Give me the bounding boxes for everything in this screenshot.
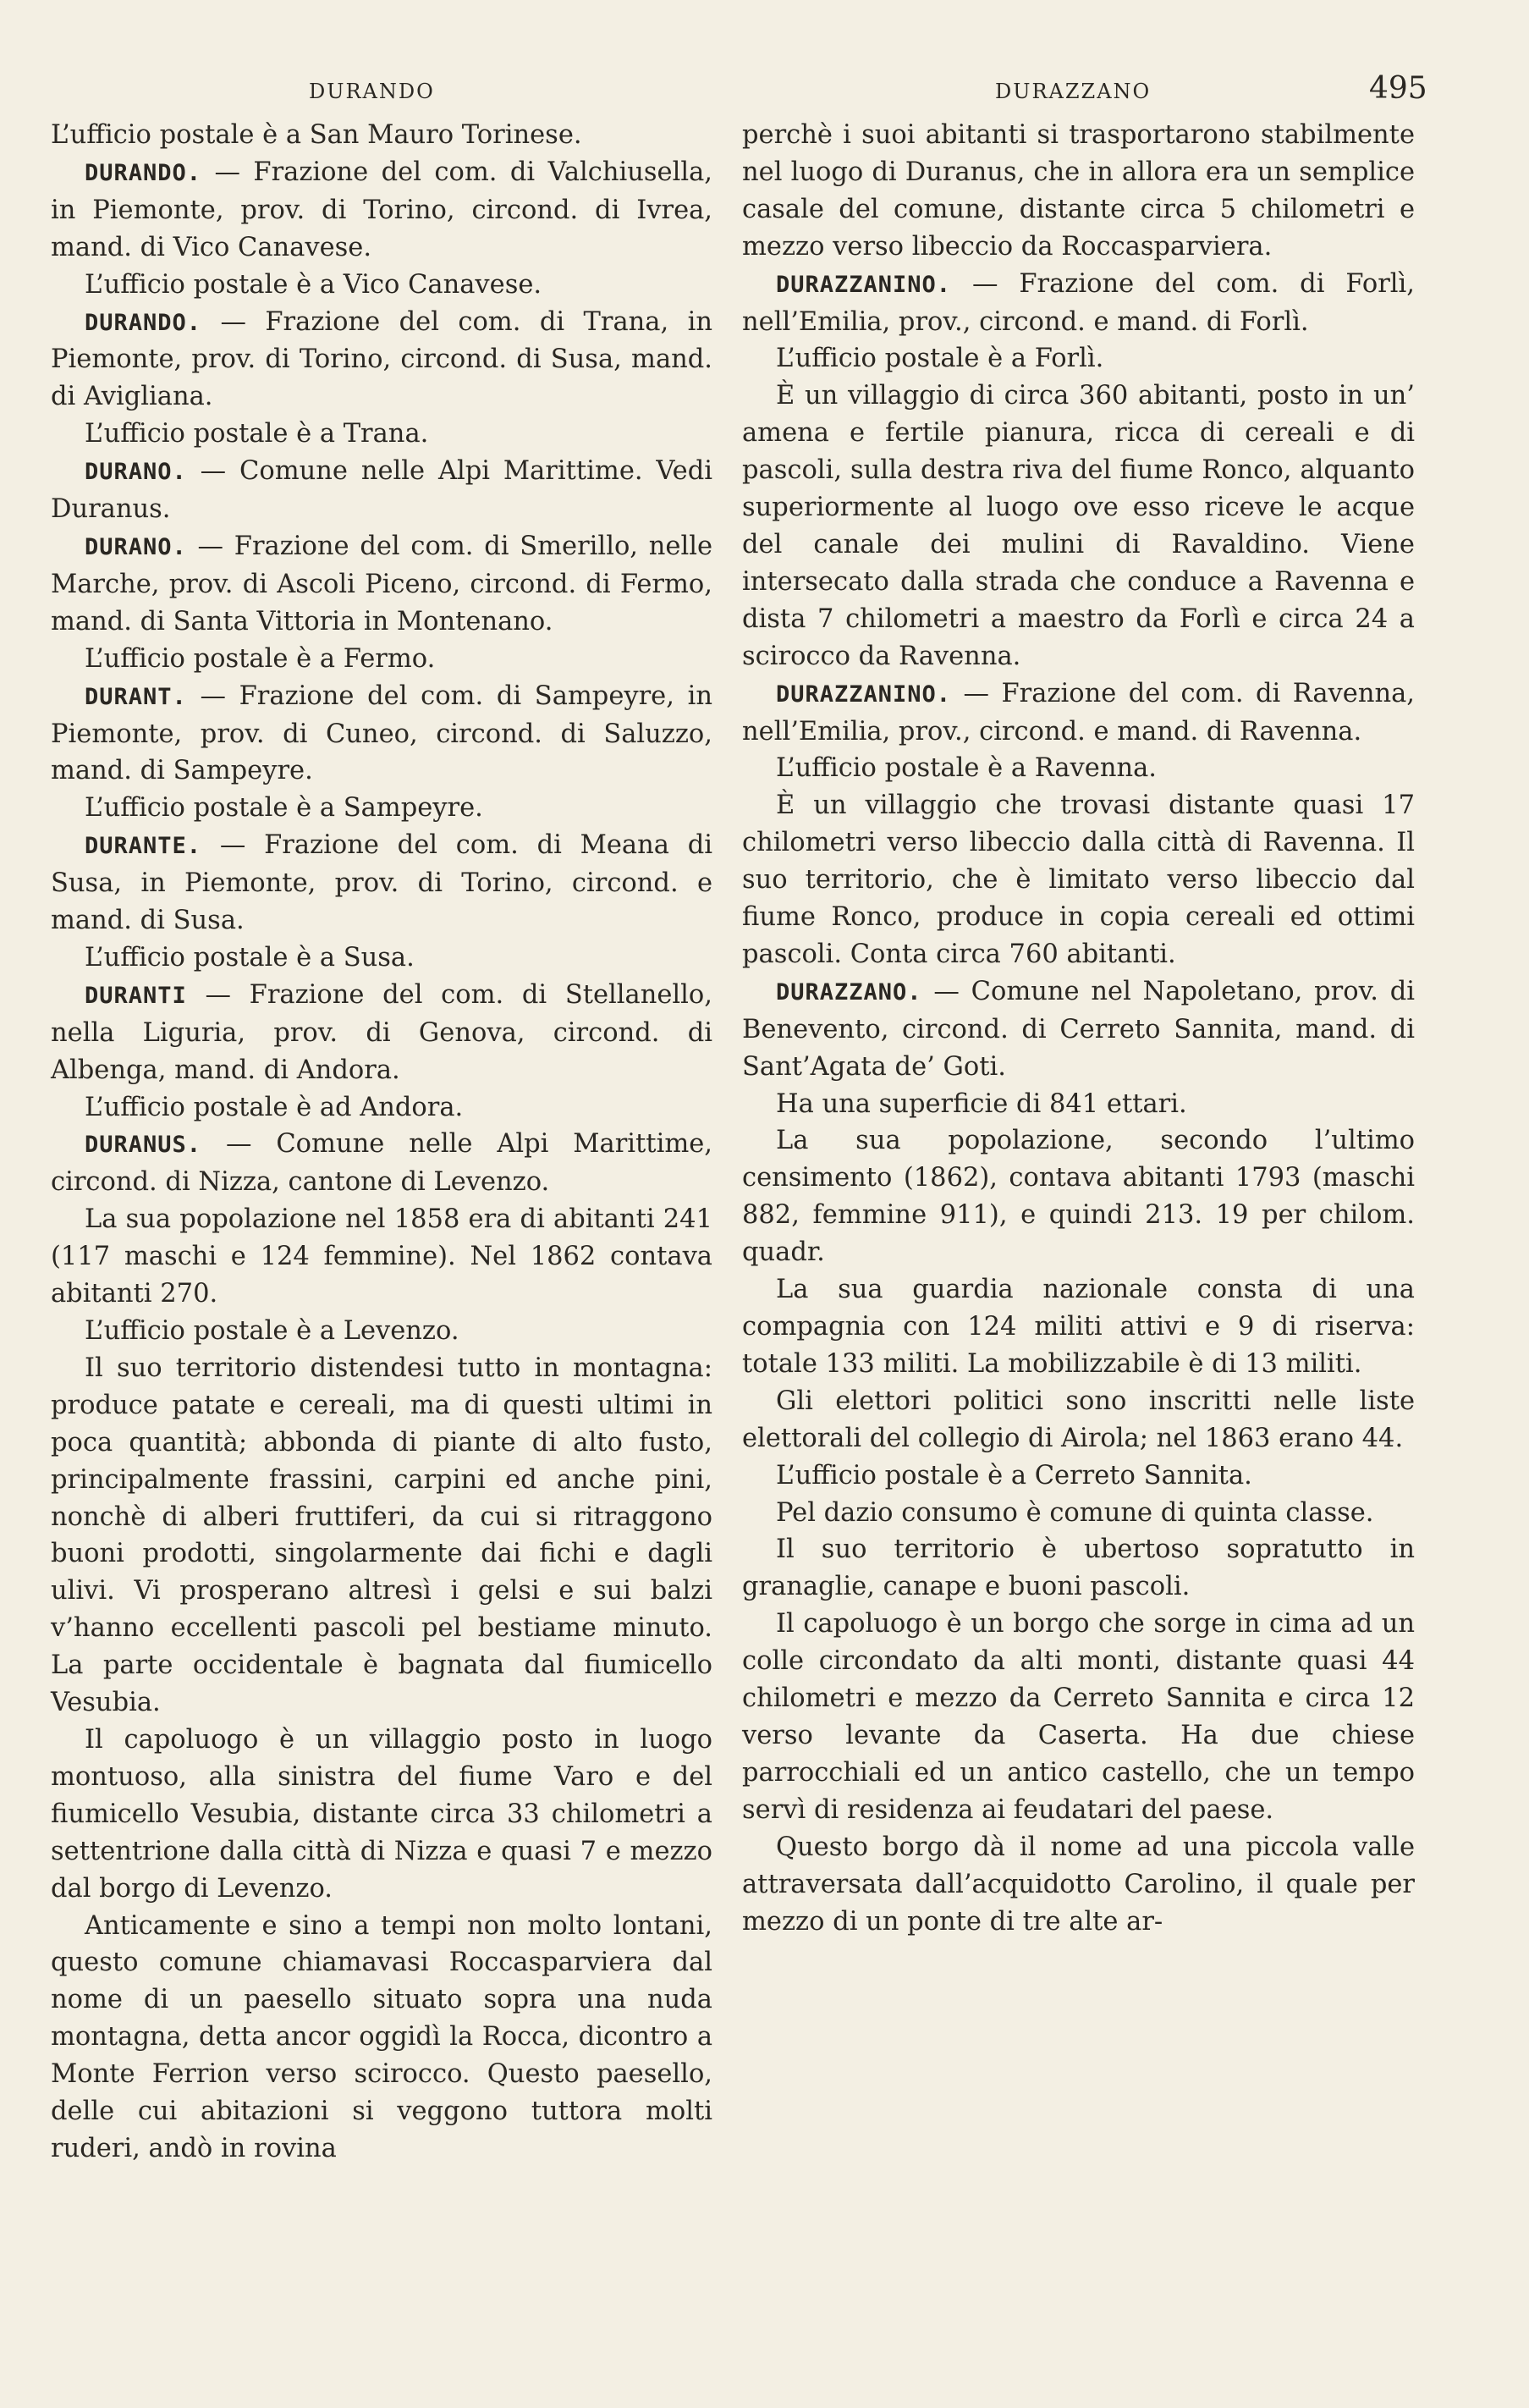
paragraph [742,1829,1415,1941]
paragraph [742,1383,1415,1457]
dictionary-entry [51,154,712,267]
entry-text: — Frazione del com. di Ravenna, nell’Emilia, prov., circond. e mand. di Ravenna. [742,678,1415,747]
entry-headword: DURANDO. [85,159,202,186]
header-center-word: DURAZZANO [995,80,1152,103]
page-number: 495 [1369,71,1427,106]
entry-text: La sua guardia nazionale consta di una compagnia con 124 militi attivi e 9 di riserva: totale 133 militi. La mobilizzabile è di 13 militi. [742,1275,1415,1379]
paragraph [742,1122,1415,1271]
entry-text: — Frazione del com. di Meana di Susa, in Piemonte, prov. di Torino, circond. e mand. di Susa. [51,830,712,936]
paragraph [742,1457,1415,1495]
paragraph [742,1606,1415,1828]
paragraph [51,1089,712,1127]
paragraph [51,641,712,678]
entry-text: La sua popolazione, secondo l’ultimo censimento (1862), contava abitanti 1793 (maschi 882, femmine 911), e quindi 213. 19 per chilom. quadr. [742,1126,1415,1268]
entry-text: L’ufficio postale è a San Mauro Torinese. [51,120,582,150]
entry-headword: DURANTE. [85,833,202,860]
entry-text: Anticamente e sino a tempi non molto lontani, questo comune chiamavasi Roccasparviera dal nome di un paesello situato sopra una nuda montagna, detta ancor oggidì la Rocca, dicontro a Monte Ferrion verso scirocco. Questo paesello, delle cui abitazioni si veggono tuttora molti ruderi, andò in rovina [51,1910,712,2163]
paragraph [51,790,712,827]
entry-headword: DURANTI [85,982,187,1009]
paragraph [742,117,1415,266]
entry-text: Il capoluogo è un borgo che sorge in cima ad un colle circondato da alti monti, distante quasi 44 chilometri e mezzo da Cerreto Sannita e circa 12 verso levante da Caserta. Ha due chiese parrocchiali ed un antico castello, che un tempo servì di residenza ai feudatari del paese. [742,1609,1415,1825]
entry-text: L’ufficio postale è a Sampeyre. [85,793,483,824]
right-column [742,117,1415,1940]
paragraph [51,1908,712,2168]
dictionary-entry [742,675,1415,751]
paragraph [742,787,1415,973]
dictionary-entry [51,304,712,416]
entry-text: — Comune nel Napoletano, prov. di Benevento, circond. di Cerreto Sannita, mand. di Sant’Agata de’ Goti. [742,976,1415,1082]
entry-text: L’ufficio postale è a Levenzo. [85,1316,459,1346]
entry-text: Questo borgo dà il nome ad una piccola valle attraversata dall’acquidotto Carolino, il quale per mezzo di un ponte di tre alte ar- [742,1832,1415,1937]
dictionary-entry [51,827,712,940]
header-left-word: DURANDO [309,80,435,103]
paragraph [51,940,712,977]
entry-text: — Frazione del com. di Smerillo, nelle Marche, prov. di Ascoli Piceno, circond. di Fermo, mand. di Santa Vittoria in Montenano. [51,531,712,636]
entry-text: È un villaggio che trovasi distante quasi 17 chilometri verso libeccio dalla città di Ravenna. Il suo territorio, che è limitato verso libeccio dal fiume Ronco, produce in copia cereali ed ottimi pascoli. Conta circa 760 abitanti. [742,791,1415,969]
entry-text: L’ufficio postale è ad Andora. [85,1092,464,1122]
paragraph [51,1201,712,1313]
entry-text: Pel dazio consumo è comune di quinta classe. [776,1497,1374,1528]
entry-text: L’ufficio postale è a Ravenna. [776,753,1157,784]
running-header [0,71,1529,113]
paragraph [51,1722,712,1908]
dictionary-entry [51,528,712,641]
dictionary-entry [742,973,1415,1086]
entry-text: L’ufficio postale è a Susa. [85,942,415,973]
entry-text: — Comune nelle Alpi Marittime. Vedi Duranus. [51,456,712,525]
entry-text: — Frazione del com. di Sampeyre, in Piemonte, prov. di Cuneo, circond. di Saluzzo, mand. di Sampeyre. [51,681,712,786]
paragraph [742,1086,1415,1123]
entry-headword: DURANUS. [85,1132,202,1159]
entry-headword: DURANO. [85,459,187,486]
entry-text: perchè i suoi abitanti si trasportarono stabilmente nel luogo di Duranus, che in allora era un semplice casale del comune, distante circa 5 chilometri e mezzo verso libeccio da Roccasparviera. [742,120,1415,262]
entry-text: — Comune nelle Alpi Marittime, circond. di Nizza, cantone di Levenzo. [51,1129,712,1198]
paragraph [742,1531,1415,1606]
entry-text: Gli elettori politici sono inscritti nelle liste elettorali del collegio di Airola; nel 1863 erano 44. [742,1386,1415,1453]
dictionary-entry [51,678,712,791]
paragraph [51,1313,712,1350]
paragraph [51,416,712,453]
paragraph [742,340,1415,377]
entry-text: È un villaggio di circa 360 abitanti, posto in un’ amena e fertile pianura, ricca di cereali e di pascoli, sulla destra riva del fiume Ronco, alquanto superiormente al luogo ove esso riceve le acque del canale dei mulini di Ravaldino. Viene intersecato dalla strada che conduce a Ravenna e dista 7 chilometri a maestro da Forlì e circa 24 a scirocco da Ravenna. [742,381,1415,671]
paragraph [51,1350,712,1722]
left-column [51,117,712,2168]
entry-text: Il capoluogo è un villaggio posto in luogo montuoso, alla sinistra del fiume Varo e del fiumicello Vesubia, distante circa 33 chilometri a settentrione dalla città di Nizza e quasi 7 e mezzo dal borgo di Levenzo. [51,1724,712,1904]
entry-text: La sua popolazione nel 1858 era di abitanti 241 (117 maschi e 124 femmine). Nel 1862 contava abitanti 270. [51,1204,712,1309]
entry-headword: DURANDO. [85,309,202,336]
paragraph [742,750,1415,787]
dictionary-entry [51,977,712,1089]
entry-text: — Frazione del com. di Stellanello, nella Liguria, prov. di Genova, circond. di Albenga, mand. di Andora. [51,979,712,1085]
dictionary-entry [51,453,712,528]
entry-headword: DURANO. [85,533,187,560]
paragraph [742,1495,1415,1532]
entry-headword: DURAZZANINO. [776,271,952,298]
dictionary-entry [742,266,1415,341]
entry-headword: DURAZZANO. [776,978,922,1006]
entry-text: L’ufficio postale è a Trana. [85,419,429,449]
entry-text: L’ufficio postale è a Fermo. [85,643,436,674]
entry-text: L’ufficio postale è a Cerreto Sannita. [776,1460,1252,1491]
entry-text: — Frazione del com. di Valchiusella, in Piemonte, prov. di Torino, circond. di Ivrea, mand. di Vico Canavese. [51,157,712,262]
entry-text: — Frazione del com. di Trana, in Piemonte, prov. di Torino, circond. di Susa, mand. di Avigliana. [51,306,712,412]
entry-text: L’ufficio postale è a Forlì. [776,344,1104,374]
entry-text: L’ufficio postale è a Vico Canavese. [85,269,542,300]
entry-text: Ha una superficie di 841 ettari. [776,1088,1187,1119]
paragraph [742,1271,1415,1383]
entry-text: Il suo territorio è ubertoso sopratutto in granaglie, canape e buoni pascoli. [742,1535,1415,1602]
entry-text: — Frazione del com. di Forlì, nell’Emilia, prov., circond. e mand. di Forlì. [742,268,1415,337]
paragraph [51,267,712,304]
paragraph [51,117,712,154]
paragraph [742,377,1415,675]
entry-headword: DURAZZANINO. [776,681,952,708]
entry-text: Il suo territorio distendesi tutto in montagna: produce patate e cereali, ma di questi ultimi in poca quantità; abbonda di piante di alto fusto, principalmente frassini, carpini ed anche pini, nonchè di alberi fruttiferi, da cui si ritraggono buoni prodotti, singolarmente dai fichi e dagli ulivi. Vi prosperano altresì i gelsi e sui balzi v’hanno eccellenti pascoli pel bestiame minuto. La parte occidentale è bagnata dal fiumicello Vesubia. [51,1353,712,1718]
entry-headword: DURANT. [85,683,187,710]
dictionary-entry [51,1126,712,1201]
